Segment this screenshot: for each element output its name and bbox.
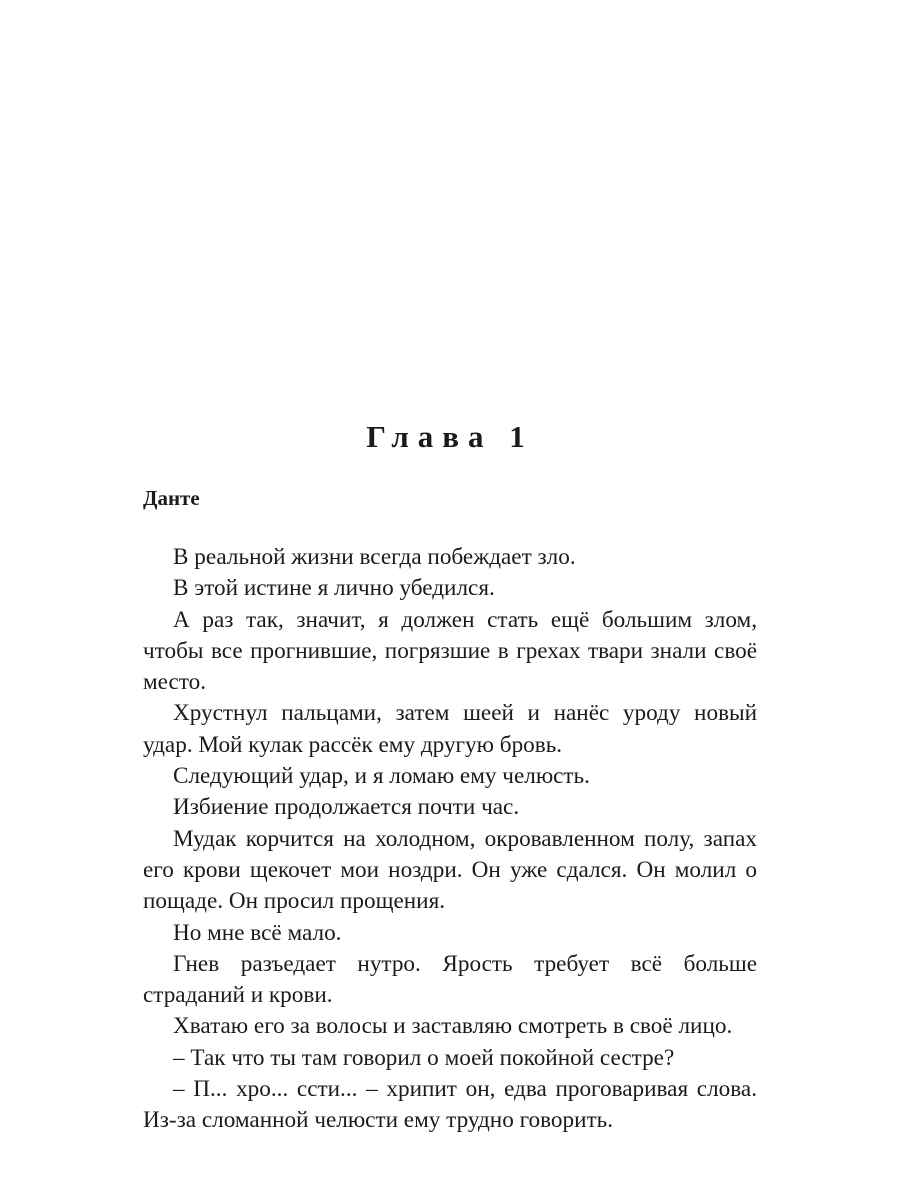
paragraph: – П... хро... ссти... – хрипит он, едва проговаривая слова. Из-за сломанной челюсти ему трудно говорить.: [143, 1076, 757, 1134]
paragraph: Хрустнул пальцами, затем шеей и нанёс уроду новый удар. Мой кулак рассёк ему другую бровь.: [143, 700, 757, 758]
paragraph: Следующий удар, и я ломаю ему челюсть.: [173, 763, 590, 790]
paragraph: Гнев разъедает нутро. Ярость требует всё больше страданий и крови.: [143, 950, 757, 1009]
paragraph: В реальной жизни всегда побеждает зло.: [173, 544, 576, 570]
paragraph: Избиение продолжается почти час.: [173, 794, 520, 821]
paragraph: А раз так, значит, я должен стать ещё большим злом, чтобы все прогнившие, погрязшие в грехах твари знали своё место.: [143, 606, 757, 696]
chapter-text: [143, 542, 757, 1137]
paragraph: – Так что ты там говорил о моей покойной сестре?: [173, 1044, 675, 1071]
paragraph: В этой истине я лично убедился.: [173, 575, 495, 602]
paragraph: Хватаю его за волосы и заставляю смотреть в своё лицо.: [173, 1013, 733, 1040]
pov-character-name: Данте: [143, 486, 200, 510]
paragraph: Но мне всё мало.: [173, 919, 342, 946]
paragraph: Мудак корчится на холодном, окровавленном полу, запах его крови щекочет мои ноздри. Он уже сдался. Он молил о пощаде. Он просил прощения.: [143, 825, 757, 915]
chapter-title: Глава 1: [366, 419, 534, 454]
